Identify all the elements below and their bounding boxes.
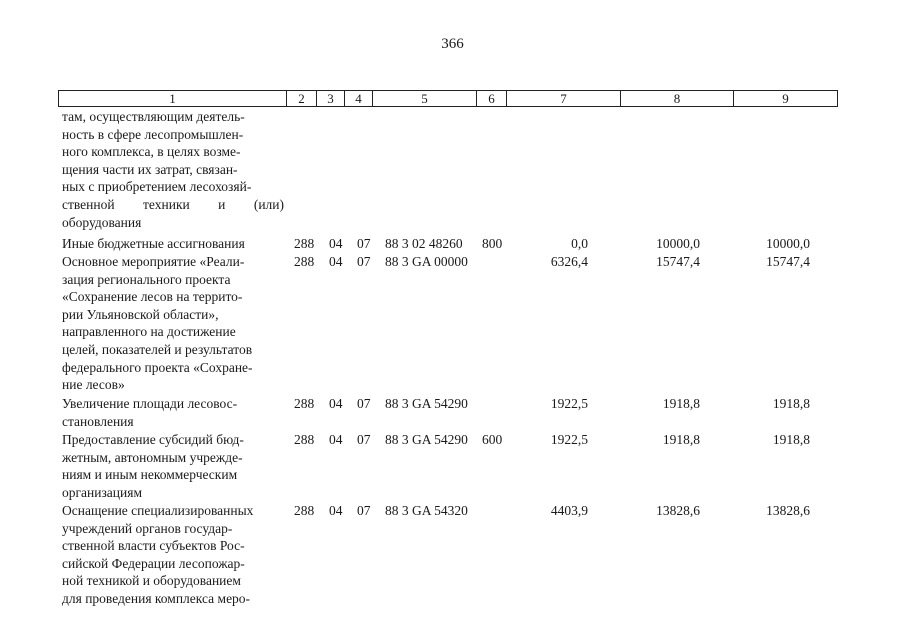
row-code-section: 04 (329, 396, 343, 411)
row-code-section: 04 (329, 503, 343, 518)
row-code-ministry: 288 (294, 503, 315, 518)
row-code-ministry: 288 (294, 396, 315, 411)
row-code-target: 88 3 GA 00000 (385, 254, 468, 269)
row-code-expense-type: 600 (482, 432, 503, 447)
header-col-2: 2 (287, 91, 317, 106)
row-amount-col7: 1922,5 (550, 396, 588, 411)
page-number: 366 (441, 36, 464, 52)
row-code-subsection: 07 (357, 396, 371, 411)
row-description: там, осуществляющим деятель- ность в сфере лесопромышлен- ного комплекса, в целях возме- щения части их затрат, связан- ных с приобретением лесохозяй- ственной техники и (или) оборудования (62, 109, 284, 230)
row-amount-col9: 15747,4 (766, 254, 810, 269)
row-description: Увеличение площади лесовос- становления (62, 396, 238, 429)
row-code-section: 04 (329, 236, 343, 251)
row-amount-col7: 1922,5 (550, 432, 588, 447)
table-header (58, 90, 838, 107)
header-col-6: 6 (477, 91, 507, 106)
row-code-ministry: 288 (294, 236, 315, 251)
header-col-3: 3 (317, 91, 345, 106)
row-code-subsection: 07 (357, 432, 371, 447)
row-amount-col9: 1918,8 (772, 432, 810, 447)
row-amount-col8: 1918,8 (662, 432, 700, 447)
row-code-target: 88 3 02 48260 (385, 236, 463, 251)
header-col-9: 9 (782, 91, 789, 106)
row-amount-col7: 6326,4 (550, 254, 588, 269)
row-code-subsection: 07 (357, 254, 371, 269)
row-code-subsection: 07 (357, 236, 371, 251)
row-amount-col7: 4403,9 (550, 503, 588, 518)
row-amount-col9: 1918,8 (772, 396, 810, 411)
row-amount-col7: 0,0 (571, 236, 588, 251)
header-col-4: 4 (345, 91, 373, 106)
row-code-target: 88 3 GA 54290 (385, 432, 468, 447)
header-col-5: 5 (373, 91, 477, 106)
header-col-8: 8 (621, 91, 734, 106)
row-code-target: 88 3 GA 54320 (385, 503, 468, 518)
row-code-subsection: 07 (357, 503, 371, 518)
row-amount-col9: 10000,0 (766, 236, 810, 251)
row-amount-col8: 13828,6 (656, 503, 700, 518)
row-code-expense-type: 800 (482, 236, 503, 251)
row-amount-col9: 13828,6 (766, 503, 810, 518)
row-amount-col8: 15747,4 (656, 254, 700, 269)
row-code-section: 04 (329, 254, 343, 269)
row-description: Основное мероприятие «Реали- зация регионального проекта «Сохранение лесов на террито- рии Ульяновской области», направленного на достижение целей, показателей и результатов федерального проекта «Сохране- ние лесов» (62, 254, 253, 393)
header-col-1: 1 (59, 91, 287, 106)
row-code-ministry: 288 (294, 254, 315, 269)
row-description: Предоставление субсидий бюд- жетным, автономным учрежде- ниям и иным некоммерческим организациям (62, 432, 244, 500)
row-code-section: 04 (329, 432, 343, 447)
header-col-7: 7 (507, 91, 621, 106)
row-code-ministry: 288 (294, 432, 315, 447)
row-amount-col8: 1918,8 (662, 396, 700, 411)
row-code-target: 88 3 GA 54290 (385, 396, 468, 411)
row-amount-col8: 10000,0 (656, 236, 700, 251)
row-description: Иные бюджетные ассигнования (62, 236, 245, 251)
row-description: Оснащение специализированных учреждений органов государ- ственной власти субъектов Рос- сийской Федерации лесопожар- ной техникой и оборудованием для проведения комплекса меро- (62, 503, 254, 606)
